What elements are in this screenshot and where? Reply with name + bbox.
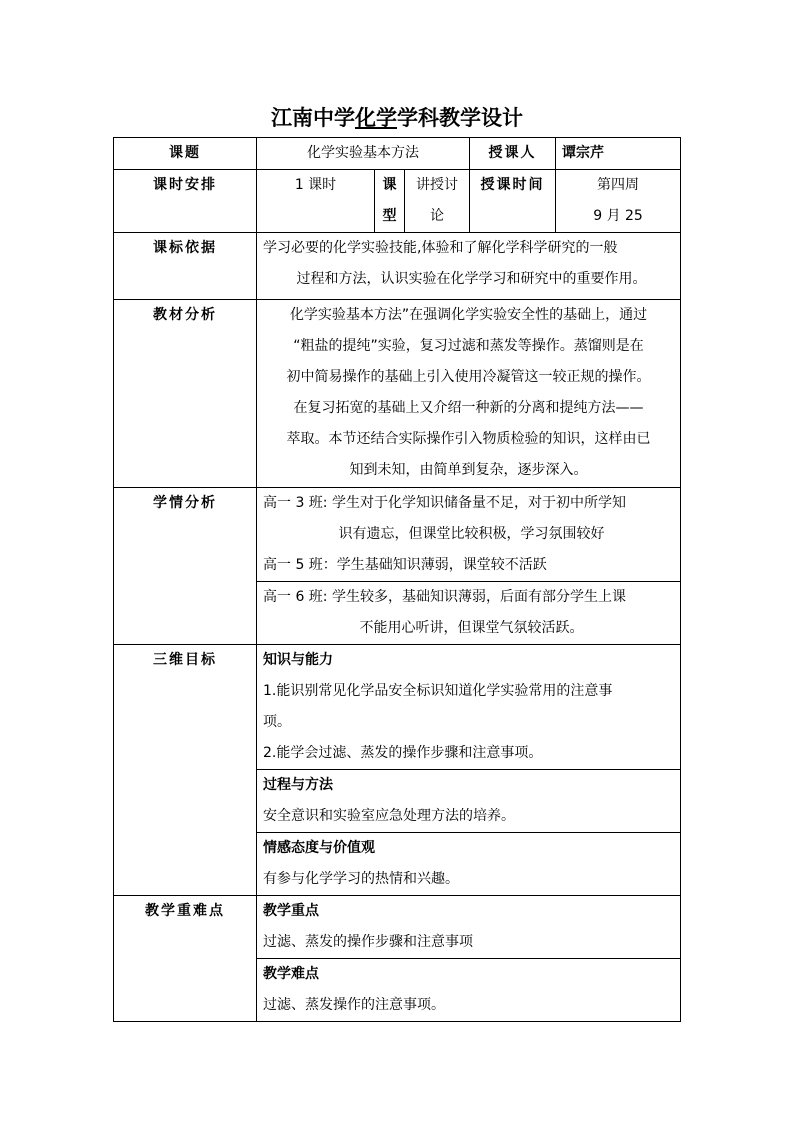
document-title <box>0 103 794 133</box>
title-subject: 化学 <box>355 105 397 130</box>
teacher-value: 谭宗芹 <box>556 138 681 170</box>
type-value <box>405 170 470 233</box>
title-school: 江南中学 <box>271 105 355 130</box>
students-class-3-5 <box>257 488 681 582</box>
material-text <box>257 300 681 488</box>
basis-label: 课标依据 <box>114 233 257 300</box>
material-line: 在复习拓宽的基础上又介绍一种新的分离和提纯方法—— <box>293 400 644 416</box>
basis-line: 学习必要的化学实验技能,体验和了解化学科学研究的一般 <box>263 240 618 256</box>
student-line: 不能用心听讲，但课堂气氛较活跃。 <box>359 620 584 636</box>
topic-value: 化学实验基本方法 <box>257 138 470 170</box>
key-point-line: 过滤、蒸发的操作步骤和注意事项 <box>263 934 473 950</box>
title-suffix: 学科教学设计 <box>397 105 523 130</box>
material-line: 化学实验基本方法”在强调化学实验安全性的基础上，通过 <box>289 307 648 323</box>
student-line: 高一 5 班：学生基础知识薄弱，课堂较不活跃 <box>263 557 547 573</box>
difficult-points <box>257 959 681 1022</box>
goals-knowledge <box>257 645 681 770</box>
type-label <box>375 170 405 233</box>
material-line: “粗盐的提纯”实验，复习过滤和蒸发等操作。蒸馏则是在 <box>293 338 644 354</box>
students-class-6 <box>257 582 681 645</box>
key-points <box>257 896 681 959</box>
goals-process <box>257 770 681 833</box>
goals-emotion-heading: 情感态度与价值观 <box>263 840 375 856</box>
type-value-line2: 论 <box>430 208 445 224</box>
type-label-line1: 课 <box>382 177 397 193</box>
type-value-line1: 讲授讨 <box>416 177 459 193</box>
hours-value: 1 课时 <box>257 170 375 233</box>
material-line: 初中简易操作的基础上引入使用冷凝管这一较正规的操作。 <box>286 369 651 385</box>
goals-process-heading: 过程与方法 <box>263 777 333 793</box>
material-line: 知到未知，由简单到复杂，逐步深入。 <box>349 462 588 478</box>
material-line: 萃取。本节还结合实际操作引入物质检验的知识，这样由已 <box>286 431 651 447</box>
goal-line: 1.能识别常见化学品安全标识知道化学实验常用的注意事 <box>263 683 613 699</box>
time-date: 9 月 25 <box>593 208 643 224</box>
goals-emotion <box>257 833 681 896</box>
material-label: 教材分析 <box>114 300 257 488</box>
student-line: 高一 3 班: 学生对于化学知识储备量不足，对于初中所学知 <box>263 495 626 511</box>
time-week: 第四周 <box>597 177 640 193</box>
students-label: 学情分析 <box>114 488 257 645</box>
goal-line: 有参与化学学习的热情和兴趣。 <box>263 871 459 887</box>
lesson-plan-table <box>113 137 681 1022</box>
difficult-points-heading: 教学难点 <box>263 966 319 982</box>
basis-text <box>257 233 681 300</box>
basis-line: 过程和方法，认识实验在化学学习和研究中的重要作用。 <box>296 271 647 287</box>
goal-line: 安全意识和实验室应急处理方法的培养。 <box>263 808 515 824</box>
difficult-point-line: 过滤、蒸发操作的注意事项。 <box>263 997 445 1013</box>
goals-knowledge-heading: 知识与能力 <box>263 652 333 668</box>
type-label-line2: 型 <box>382 208 397 224</box>
time-value <box>556 170 681 233</box>
student-line: 识有遗忘，但课堂比较积极，学习氛围较好 <box>338 526 605 542</box>
goal-line: 项。 <box>263 714 291 730</box>
key-points-heading: 教学重点 <box>263 903 319 919</box>
hours-label: 课时安排 <box>114 170 257 233</box>
topic-label: 课题 <box>114 138 257 170</box>
goals-label: 三维目标 <box>114 645 257 896</box>
teacher-label: 授课人 <box>470 138 556 170</box>
keypoints-label: 教学重难点 <box>114 896 257 1022</box>
goal-line: 2.能学会过滤、蒸发的操作步骤和注意事项。 <box>263 745 543 761</box>
time-label: 授课时间 <box>470 170 556 233</box>
student-line: 高一 6 班: 学生较多，基础知识薄弱，后面有部分学生上课 <box>263 589 626 605</box>
